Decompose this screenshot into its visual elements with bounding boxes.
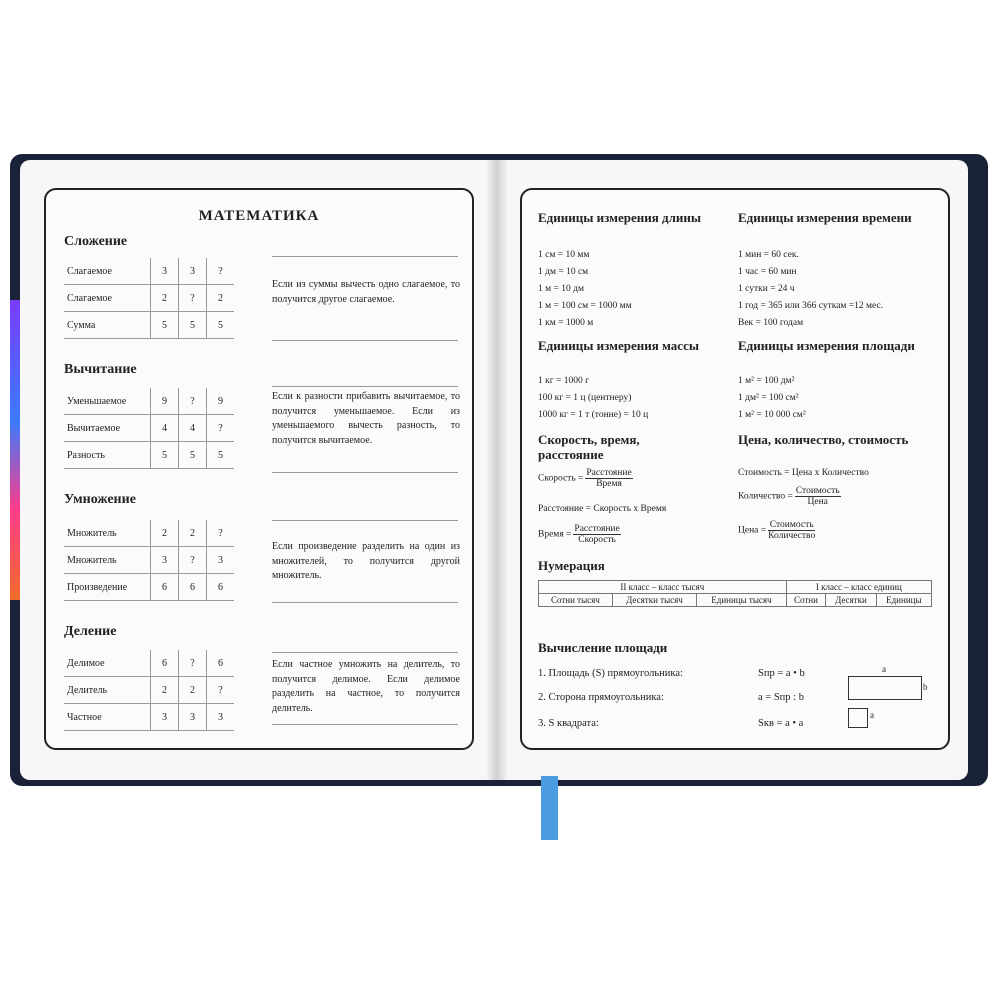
units-reference-panel	[520, 188, 950, 750]
square-area-formula: Sкв = a • a	[758, 718, 804, 729]
bookmark-ribbon[interactable]	[541, 776, 558, 840]
list-item: 1 дм = 10 см	[538, 267, 589, 277]
table-row: Множитель 2 2 ?	[64, 520, 234, 547]
mass-heading: Единицы измерения массы	[538, 338, 699, 353]
distance-formula: Расстояние = Скорость х Время	[538, 504, 667, 514]
numeration-table	[538, 580, 932, 607]
divider	[272, 724, 458, 725]
time-formula: Время = $\frac{\text{Расстояние}}{\text{Скорость}}$	[538, 524, 620, 545]
divider	[272, 472, 458, 473]
rectangle-diagram	[848, 676, 922, 700]
cost-formula: Стоимость = Цена х Количество	[738, 468, 869, 478]
rect-area-formula: Sпр = a • b	[758, 668, 805, 679]
division-table	[64, 650, 234, 731]
list-item: Век = 100 годам	[738, 318, 804, 328]
list-item: 1 дм² = 100 см²	[738, 393, 799, 403]
subtraction-heading: Вычитание	[64, 362, 137, 377]
math-reference-panel	[44, 188, 474, 750]
side-label: b	[923, 682, 928, 692]
list-item: 1 м = 10 дм	[538, 284, 584, 294]
length-heading: Единицы измерения длины	[538, 210, 702, 225]
table-row: Делимое 6 ? 6	[64, 650, 234, 677]
time-heading: Единицы измерения времени	[738, 210, 912, 225]
page-title: МАТЕМАТИКА	[198, 208, 320, 224]
addition-rule: Если из суммы вычесть одно слагаемое, то получится другое слагаемое.	[272, 279, 460, 305]
multiplication-table	[64, 520, 234, 601]
list-item: 1 см = 10 мм	[538, 250, 590, 260]
quantity-formula: Количество = $\frac{\text{Стоимость}}{\text{Цена}}$	[738, 486, 840, 507]
divider	[272, 520, 458, 521]
table-row: Слагаемое 2 ? 2	[64, 285, 234, 312]
side-label: a	[870, 710, 874, 720]
list-item: 1 мин = 60 сек.	[738, 250, 799, 260]
table-row: Слагаемое 3 3 ?	[64, 258, 234, 285]
divider	[272, 386, 458, 387]
list-item: 1 сутки = 24 ч	[738, 284, 795, 294]
list-item: 100 кг = 1 ц (центнеру)	[538, 393, 632, 403]
table-row: Сумма 5 5 5	[64, 312, 234, 339]
list-item: 1000 кг = 1 т (тонне) = 10 ц	[538, 410, 649, 420]
list-item: 1 км = 1000 м	[538, 318, 594, 328]
table-row: Частное 3 3 3	[64, 704, 234, 731]
addition-heading: Сложение	[64, 234, 128, 249]
square-diagram	[848, 708, 868, 728]
table-row: Множитель 3 ? 3	[64, 547, 234, 574]
multiplication-rule: Если произведение разделить на один из множителей, то получится другой множитель.	[272, 541, 460, 581]
book-spine	[486, 160, 508, 780]
subtraction-table	[64, 388, 234, 469]
price-formula: Цена = $\frac{\text{Стоимость}}{\text{Количество}}$	[738, 520, 816, 541]
subtraction-rule: Если к разности прибавить вычитаемое, то получится уменьшаемое. Если из уменьшаемого вычесть разность, то получится вычитаемое.	[272, 391, 460, 446]
side-label: a	[882, 664, 886, 674]
table-row: Произведение 6 6 6	[64, 574, 234, 601]
list-item: 1 м = 100 см = 1000 мм	[538, 301, 632, 311]
divider	[272, 256, 458, 257]
list-item: 3. S квадрата:	[538, 718, 599, 729]
rect-side-formula: a = Sпр : b	[758, 692, 804, 703]
table-row: Сотни тысяч Десятки тысяч Единицы тысяч Сотни Десятки Единицы	[539, 594, 932, 607]
list-item: 1 м² = 10 000 см²	[738, 410, 806, 420]
list-item: 2. Сторона прямоугольника:	[538, 692, 664, 703]
list-item: 1 кг = 1000 г	[538, 376, 590, 386]
price-heading: Цена, количество, стоимость	[738, 432, 909, 447]
addition-table	[64, 258, 234, 339]
speed-formula: Скорость = $\frac{\text{Расстояние}}{\text{Время}}$	[538, 468, 632, 489]
divider	[272, 652, 458, 653]
list-item: 1 год = 365 или 366 суткам =12 мес.	[738, 301, 884, 311]
table-row: Вычитаемое 4 4 ?	[64, 415, 234, 442]
list-item: 1 м² = 100 дм²	[738, 376, 795, 386]
area-calc-heading: Вычисление площади	[538, 640, 668, 655]
division-rule: Если частное умножить на делитель, то получится делимое. Если делимое разделить на частное, то получится делитель.	[272, 659, 460, 714]
divider	[272, 602, 458, 603]
multiplication-heading: Умножение	[64, 492, 136, 507]
table-row: Уменьшаемое 9 ? 9	[64, 388, 234, 415]
division-heading: Деление	[64, 624, 117, 639]
numeration-heading: Нумерация	[538, 558, 605, 573]
list-item: 1 час = 60 мин	[738, 267, 797, 277]
table-row: Делитель 2 2 ?	[64, 677, 234, 704]
divider	[272, 340, 458, 341]
speed-heading: Скорость, время, расстояние	[538, 432, 640, 462]
table-row: II класс – класс тысяч I класс – класс единиц	[539, 581, 932, 594]
area-heading: Единицы измерения площади	[738, 338, 915, 353]
list-item: 1. Площадь (S) прямоугольника:	[538, 668, 683, 679]
table-row: Разность 5 5 5	[64, 442, 234, 469]
